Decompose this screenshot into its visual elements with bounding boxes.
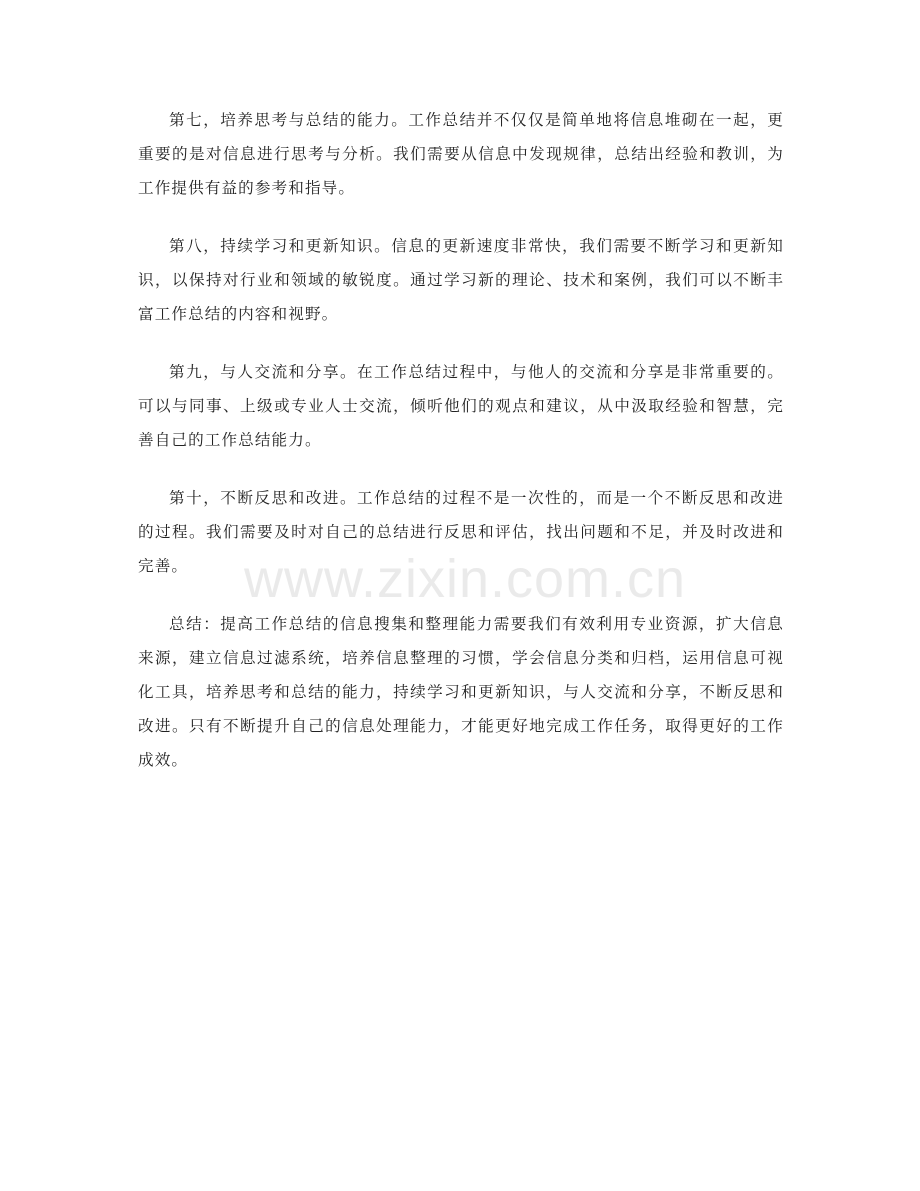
watermark-text: www.zixin.com.cn <box>243 549 687 609</box>
paragraph-seventh: 第七，培养思考与总结的能力。工作总结并不仅仅是简单地将信息堆砌在一起，更重要的是对信息进行思考与分析。我们需要从信息中发现规律，总结出经验和教训，为工作提供有益的参考和指导。 <box>138 111 784 197</box>
paragraph-eighth: 第八，持续学习和更新知识。信息的更新速度非常快，我们需要不断学习和更新知识，以保持对行业和领域的敏锐度。通过学习新的理论、技术和案例，我们可以不断丰富工作总结的内容和视野。 <box>138 237 784 323</box>
paragraph-summary: 总结：提高工作总结的信息搜集和整理能力需要我们有效利用专业资源，扩大信息来源，建立信息过滤系统，培养信息整理的习惯，学会信息分类和归档，运用信息可视化工具，培养思考和总结的能力，持续学习和更新知识，与人交流和分享，不断反思和改进。只有不断提升自己的信息处理能力，才能更好地完成工作任务，取得更好的工作成效。 <box>138 615 784 769</box>
document-body <box>138 103 784 801</box>
paragraph-ninth: 第九，与人交流和分享。在工作总结过程中，与他人的交流和分享是非常重要的。可以与同事、上级或专业人士交流，倾听他们的观点和建议，从中汲取经验和智慧，完善自己的工作总结能力。 <box>138 363 784 449</box>
paragraph-tenth: 第十，不断反思和改进。工作总结的过程不是一次性的，而是一个不断反思和改进的过程。我们需要及时对自己的总结进行反思和评估，找出问题和不足，并及时改进和完善。 <box>138 489 784 575</box>
